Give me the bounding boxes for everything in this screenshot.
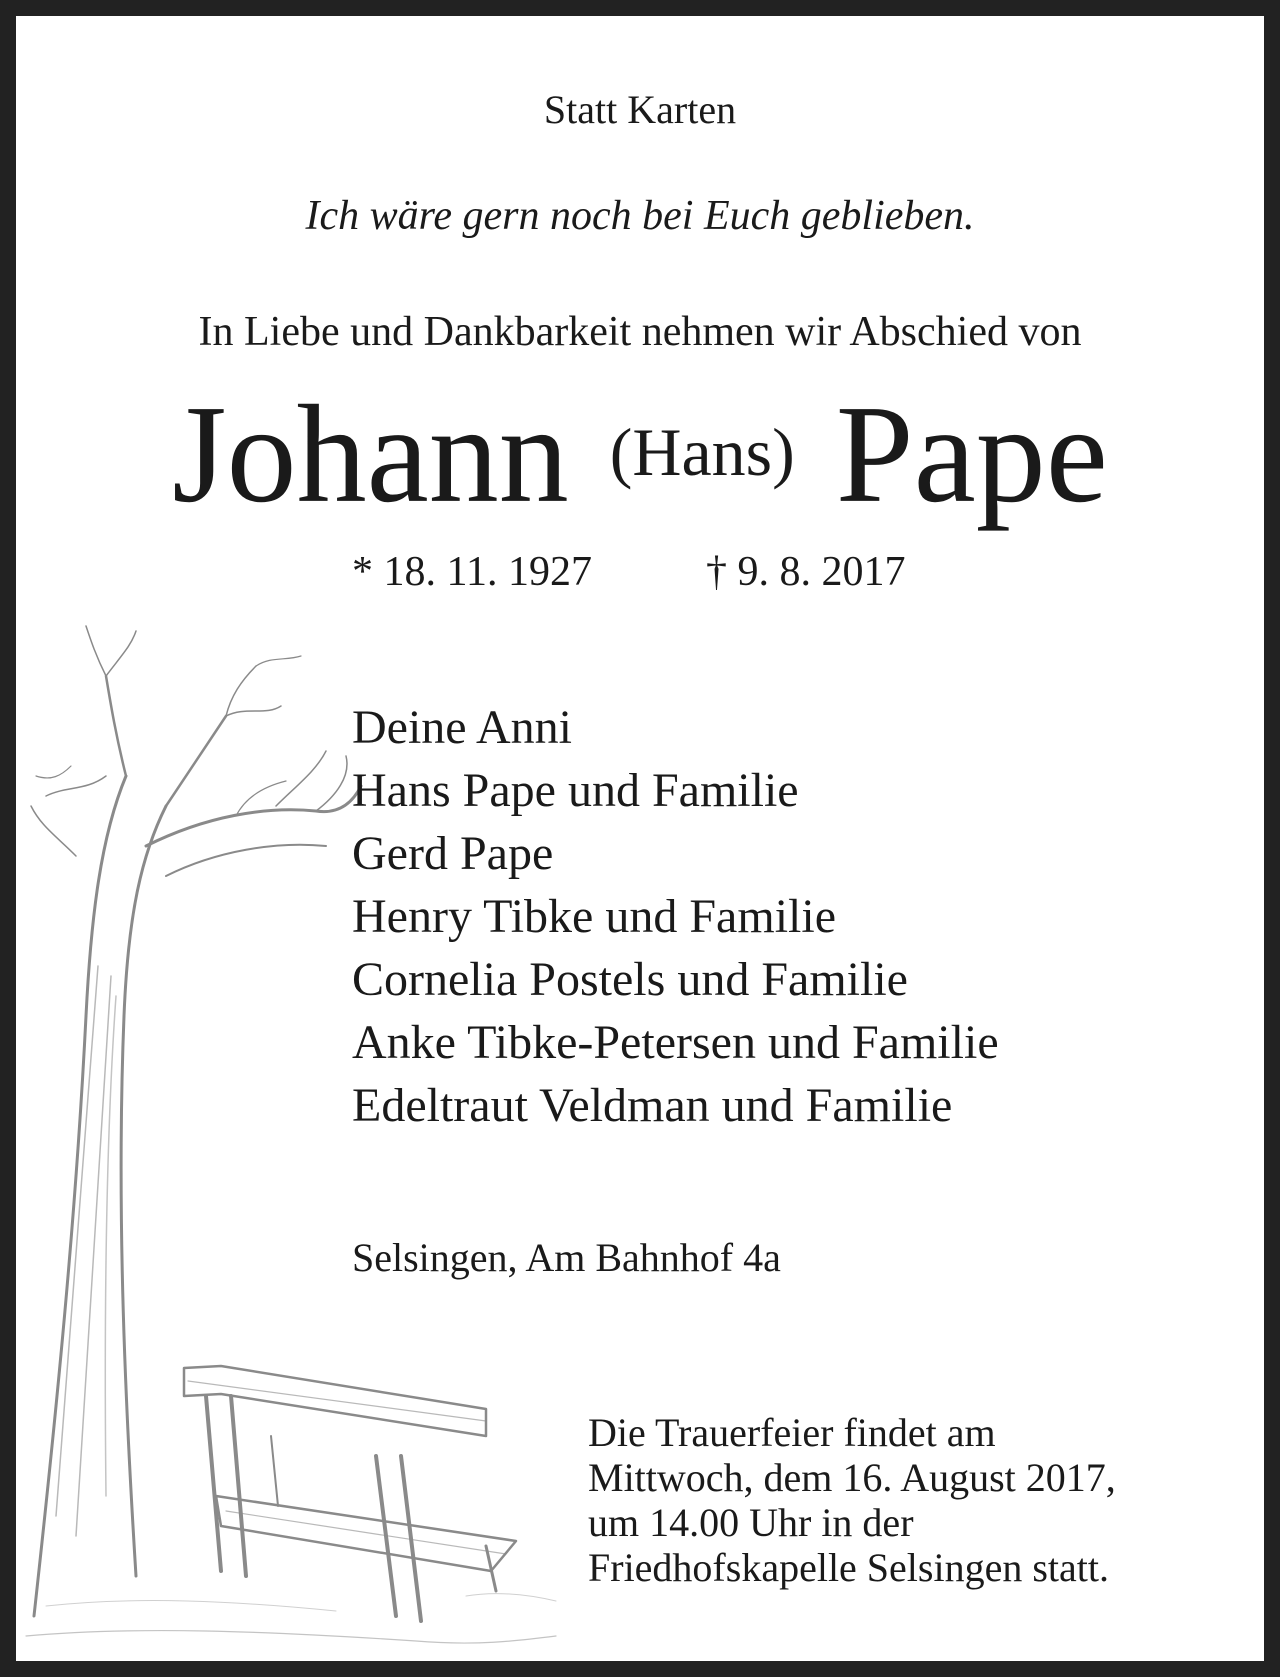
ceremony-line: Mittwoch, dem 16. August 2017, (588, 1455, 1116, 1500)
list-item: Gerd Pape (352, 827, 554, 880)
ceremony-info (588, 1410, 1116, 1590)
ceremony-line: Die Trauerfeier findet am (588, 1410, 996, 1455)
last-name: Pape (835, 376, 1108, 532)
list-item: Deine Anni (352, 701, 572, 754)
list-item: Henry Tibke und Familie (352, 890, 837, 943)
nickname: (Hans) (609, 414, 795, 490)
list-item: Cornelia Postels und Familie (352, 953, 908, 1006)
list-item: Anke Tibke-Petersen und Familie (352, 1016, 999, 1069)
address: Selsingen, Am Bahnhof 4a (352, 1235, 781, 1280)
deceased-name (16, 372, 1264, 535)
mourners-list (352, 696, 999, 1137)
list-item: Hans Pape und Familie (352, 764, 799, 817)
birth-date: * 18. 11. 1927 (352, 549, 592, 595)
farewell-line: In Liebe und Dankbarkeit nehmen wir Abschied von (198, 309, 1082, 355)
death-date: † 9. 8. 2017 (706, 549, 906, 595)
ceremony-line: Friedhofskapelle Selsingen statt. (588, 1545, 1110, 1590)
notice-header: Statt Karten (543, 87, 737, 132)
ceremony-line: um 14.00 Uhr in der (588, 1500, 914, 1545)
first-name: Johann (172, 376, 569, 532)
quote: Ich wäre gern noch bei Euch geblieben. (305, 193, 975, 239)
list-item: Edeltraut Veldman und Familie (352, 1079, 953, 1132)
